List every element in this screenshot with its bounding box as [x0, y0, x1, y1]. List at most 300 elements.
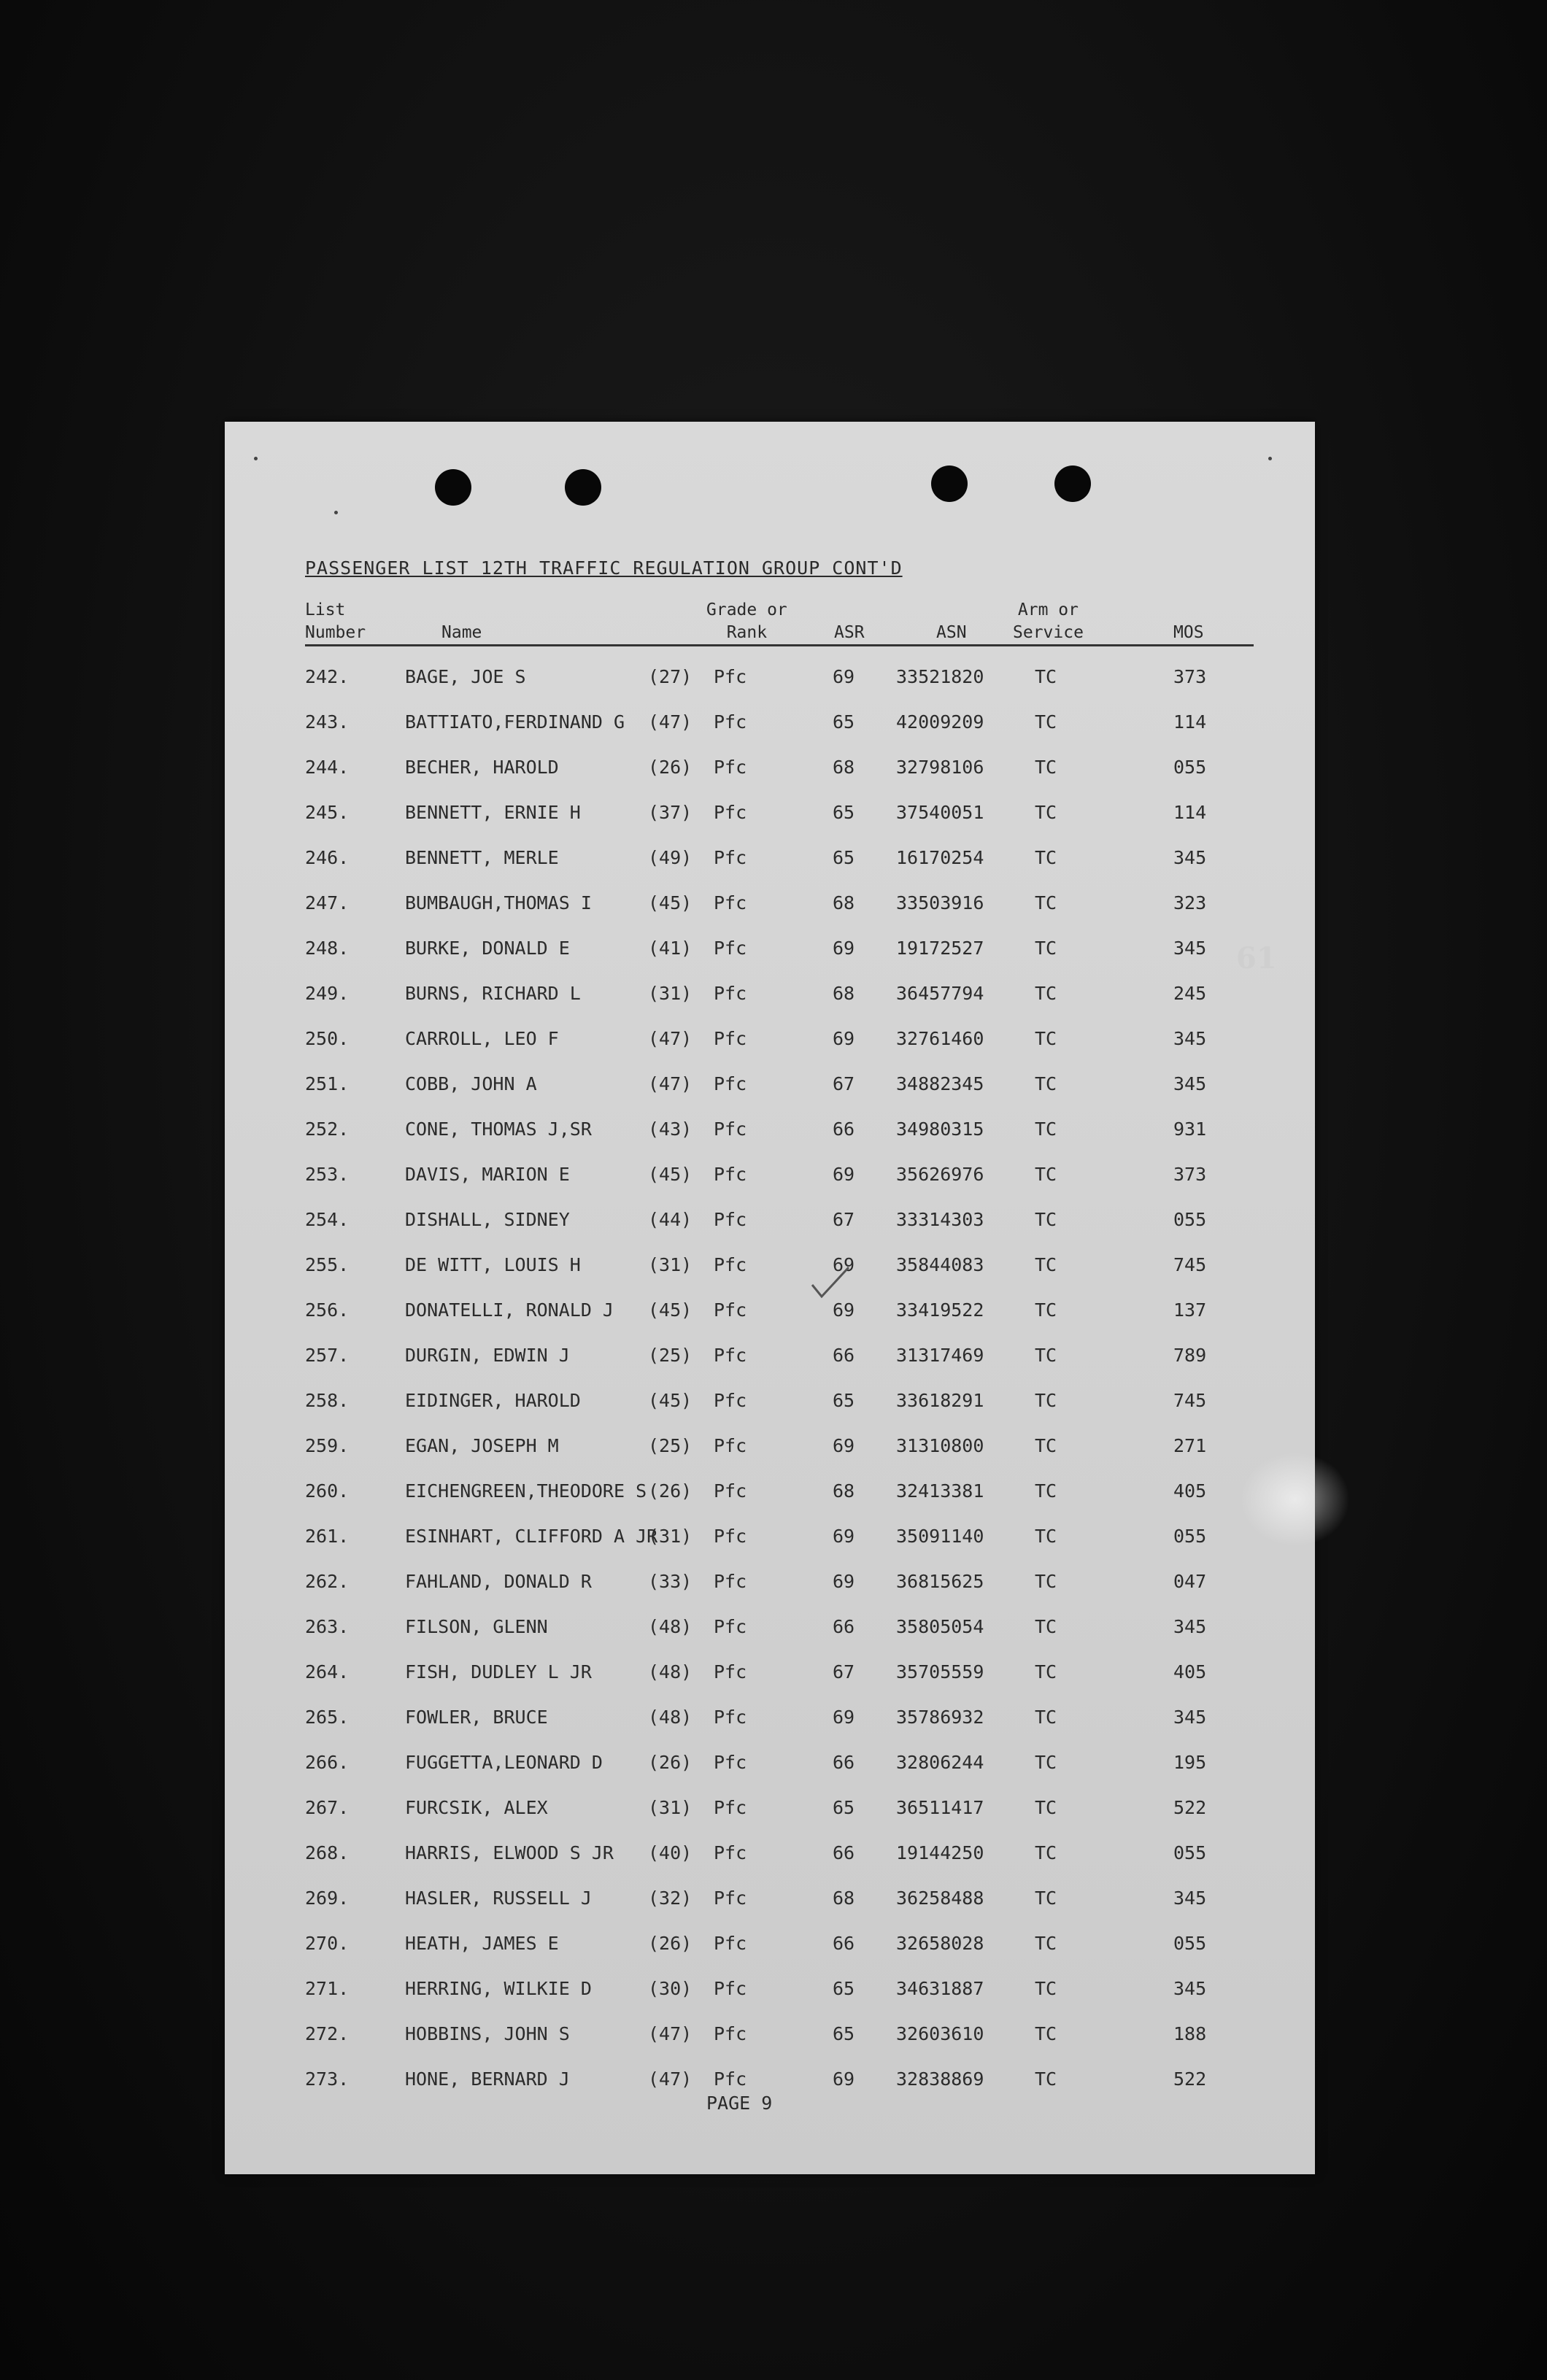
asr-score: 65 [833, 711, 855, 733]
passenger-age: (26) [648, 1933, 693, 1954]
table-row [225, 1842, 1315, 1888]
asr-score: 66 [833, 1345, 855, 1366]
army-serial-number: 19172527 [896, 938, 984, 959]
mos-code: 373 [1173, 1164, 1207, 1185]
army-serial-number: 35705559 [896, 1661, 984, 1682]
table-row [225, 1571, 1315, 1616]
army-serial-number: 36457794 [896, 983, 984, 1004]
arm-service: TC [1035, 757, 1057, 778]
mos-code: 345 [1173, 847, 1207, 868]
army-serial-number: 32658028 [896, 1933, 984, 1954]
table-row [225, 847, 1315, 892]
grade-rank: Pfc [714, 1661, 747, 1682]
arm-service: TC [1035, 1616, 1057, 1637]
mos-code: 745 [1173, 1390, 1207, 1411]
document-sheet [225, 422, 1315, 2174]
arm-service: TC [1035, 1028, 1057, 1049]
asr-score: 68 [833, 892, 855, 913]
arm-service: TC [1035, 1571, 1057, 1592]
army-serial-number: 32838869 [896, 2068, 984, 2090]
list-number: 262. [305, 1571, 350, 1592]
list-number: 242. [305, 666, 350, 687]
mos-code: 522 [1173, 2068, 1207, 2090]
army-serial-number: 42009209 [896, 711, 984, 733]
passenger-name: BENNETT, ERNIE H [405, 802, 581, 823]
asr-score: 69 [833, 1435, 855, 1456]
arm-service: TC [1035, 1752, 1057, 1773]
list-number: 265. [305, 1707, 350, 1728]
passenger-name: FURCSIK, ALEX [405, 1797, 548, 1818]
mos-code: 345 [1173, 1616, 1207, 1637]
mos-code: 745 [1173, 1254, 1207, 1275]
passenger-name: DURGIN, EDWIN J [405, 1345, 570, 1366]
list-number: 243. [305, 711, 350, 733]
asr-score: 66 [833, 1752, 855, 1773]
list-number: 273. [305, 2068, 350, 2090]
passenger-age: (26) [648, 1480, 693, 1502]
table-row [225, 1978, 1315, 2023]
passenger-name: HASLER, RUSSELL J [405, 1888, 592, 1909]
arm-service: TC [1035, 847, 1057, 868]
grade-rank: Pfc [714, 1164, 747, 1185]
list-number: 259. [305, 1435, 350, 1456]
army-serial-number: 31310800 [896, 1435, 984, 1456]
asr-score: 68 [833, 757, 855, 778]
list-number: 264. [305, 1661, 350, 1682]
arm-service: TC [1035, 938, 1057, 959]
list-number: 246. [305, 847, 350, 868]
grade-rank: Pfc [714, 1480, 747, 1502]
arm-service: TC [1035, 1390, 1057, 1411]
grade-rank: Pfc [714, 1978, 747, 1999]
grade-rank: Pfc [714, 1073, 747, 1094]
passenger-age: (27) [648, 666, 693, 687]
grade-rank: Pfc [714, 1752, 747, 1773]
mos-code: 055 [1173, 1842, 1207, 1863]
list-number: 248. [305, 938, 350, 959]
table-row [225, 1390, 1315, 1435]
asr-score: 69 [833, 1164, 855, 1185]
header-asr: ASR [834, 623, 865, 642]
list-number: 263. [305, 1616, 350, 1637]
grade-rank: Pfc [714, 1571, 747, 1592]
asr-score: 69 [833, 938, 855, 959]
asr-score: 65 [833, 847, 855, 868]
army-serial-number: 33521820 [896, 666, 984, 687]
arm-service: TC [1035, 666, 1057, 687]
page-title: PASSENGER LIST 12TH TRAFFIC REGULATION GROUP CONT'D [305, 557, 903, 579]
grade-rank: Pfc [714, 1888, 747, 1909]
list-number: 270. [305, 1933, 350, 1954]
arm-service: TC [1035, 892, 1057, 913]
passenger-age: (26) [648, 1752, 693, 1773]
asr-score: 68 [833, 1480, 855, 1502]
arm-service: TC [1035, 1254, 1057, 1275]
asr-score: 66 [833, 1933, 855, 1954]
checkmark-icon [809, 1264, 852, 1301]
asr-score: 68 [833, 983, 855, 1004]
asr-score: 69 [833, 666, 855, 687]
passenger-age: (33) [648, 1571, 693, 1592]
passenger-name: HONE, BERNARD J [405, 2068, 570, 2090]
passenger-name: BATTIATO,FERDINAND G [405, 711, 625, 733]
passenger-name: FAHLAND, DONALD R [405, 1571, 592, 1592]
paper-speck [1268, 457, 1272, 460]
passenger-age: (25) [648, 1345, 693, 1366]
arm-service: TC [1035, 1118, 1057, 1140]
grade-rank: Pfc [714, 1933, 747, 1954]
passenger-age: (45) [648, 892, 693, 913]
arm-service: TC [1035, 1933, 1057, 1954]
asr-score: 67 [833, 1073, 855, 1094]
passenger-age: (31) [648, 983, 693, 1004]
army-serial-number: 34631887 [896, 1978, 984, 1999]
passenger-name: CONE, THOMAS J,SR [405, 1118, 592, 1140]
page-number: PAGE 9 [706, 2093, 773, 2114]
mos-code: 345 [1173, 938, 1207, 959]
mos-code: 789 [1173, 1345, 1207, 1366]
passenger-name: BECHER, HAROLD [405, 757, 559, 778]
asr-score: 66 [833, 1842, 855, 1863]
header-asn: ASN [936, 623, 967, 642]
header-name: Name [441, 623, 482, 642]
army-serial-number: 35844083 [896, 1254, 984, 1275]
army-serial-number: 32603610 [896, 2023, 984, 2044]
header-list-number: List Number [305, 600, 366, 642]
army-serial-number: 16170254 [896, 847, 984, 868]
table-row [225, 1752, 1315, 1797]
passenger-table [225, 666, 1315, 2114]
header-grade: Grade or Rank [706, 600, 787, 642]
mos-code: 323 [1173, 892, 1207, 913]
grade-rank: Pfc [714, 666, 747, 687]
list-number: 261. [305, 1526, 350, 1547]
asr-score: 67 [833, 1661, 855, 1682]
passenger-age: (40) [648, 1842, 693, 1863]
passenger-age: (47) [648, 1073, 693, 1094]
passenger-age: (31) [648, 1797, 693, 1818]
asr-score: 69 [833, 1707, 855, 1728]
mos-code: 405 [1173, 1480, 1207, 1502]
list-number: 257. [305, 1345, 350, 1366]
table-row [225, 938, 1315, 983]
passenger-name: DISHALL, SIDNEY [405, 1209, 570, 1230]
asr-score: 65 [833, 1797, 855, 1818]
army-serial-number: 36815625 [896, 1571, 984, 1592]
table-row [225, 1526, 1315, 1571]
table-row [225, 1480, 1315, 1526]
passenger-name: HERRING, WILKIE D [405, 1978, 592, 1999]
asr-score: 69 [833, 1254, 855, 1275]
punch-hole [1054, 465, 1091, 502]
mos-code: 345 [1173, 1978, 1207, 1999]
list-number: 251. [305, 1073, 350, 1094]
paper-speck [334, 511, 338, 514]
passenger-name: FILSON, GLENN [405, 1616, 548, 1637]
army-serial-number: 36258488 [896, 1888, 984, 1909]
grade-rank: Pfc [714, 1345, 747, 1366]
passenger-age: (43) [648, 1118, 693, 1140]
passenger-age: (25) [648, 1435, 693, 1456]
passenger-age: (44) [648, 1209, 693, 1230]
list-number: 268. [305, 1842, 350, 1863]
grade-rank: Pfc [714, 1526, 747, 1547]
mos-code: 345 [1173, 1707, 1207, 1728]
table-row [225, 711, 1315, 757]
list-number: 272. [305, 2023, 350, 2044]
mos-code: 345 [1173, 1028, 1207, 1049]
army-serial-number: 35786932 [896, 1707, 984, 1728]
grade-rank: Pfc [714, 847, 747, 868]
army-serial-number: 33503916 [896, 892, 984, 913]
table-row [225, 2023, 1315, 2068]
table-row [225, 1933, 1315, 1978]
list-number: 252. [305, 1118, 350, 1140]
arm-service: TC [1035, 1707, 1057, 1728]
army-serial-number: 32798106 [896, 757, 984, 778]
passenger-name: COBB, JOHN A [405, 1073, 537, 1094]
grade-rank: Pfc [714, 1209, 747, 1230]
army-serial-number: 37540051 [896, 802, 984, 823]
passenger-name: ESINHART, CLIFFORD A JR [405, 1526, 658, 1547]
mos-code: 055 [1173, 1526, 1207, 1547]
grade-rank: Pfc [714, 711, 747, 733]
asr-score: 65 [833, 802, 855, 823]
table-row [225, 1661, 1315, 1707]
list-number: 250. [305, 1028, 350, 1049]
list-number: 271. [305, 1978, 350, 1999]
arm-service: TC [1035, 1888, 1057, 1909]
table-row [225, 757, 1315, 802]
grade-rank: Pfc [714, 2023, 747, 2044]
arm-service: TC [1035, 1299, 1057, 1321]
table-row [225, 1435, 1315, 1480]
header-arm: Arm or Service [1013, 600, 1084, 642]
list-number: 258. [305, 1390, 350, 1411]
list-number: 249. [305, 983, 350, 1004]
army-serial-number: 33618291 [896, 1390, 984, 1411]
arm-service: TC [1035, 1797, 1057, 1818]
passenger-age: (47) [648, 2023, 693, 2044]
army-serial-number: 32761460 [896, 1028, 984, 1049]
grade-rank: Pfc [714, 1842, 747, 1863]
mos-code: 055 [1173, 1933, 1207, 1954]
passenger-age: (47) [648, 711, 693, 733]
mos-code: 345 [1173, 1073, 1207, 1094]
passenger-age: (31) [648, 1526, 693, 1547]
table-row [225, 1299, 1315, 1345]
arm-service: TC [1035, 1661, 1057, 1682]
mos-code: 271 [1173, 1435, 1207, 1456]
passenger-age: (32) [648, 1888, 693, 1909]
passenger-age: (49) [648, 847, 693, 868]
passenger-name: BURKE, DONALD E [405, 938, 570, 959]
asr-score: 69 [833, 1571, 855, 1592]
arm-service: TC [1035, 1435, 1057, 1456]
grade-rank: Pfc [714, 1797, 747, 1818]
list-number: 245. [305, 802, 350, 823]
list-number: 244. [305, 757, 350, 778]
asr-score: 67 [833, 1209, 855, 1230]
passenger-age: (48) [648, 1707, 693, 1728]
table-row [225, 666, 1315, 711]
table-row [225, 802, 1315, 847]
arm-service: TC [1035, 1209, 1057, 1230]
asr-score: 69 [833, 1028, 855, 1049]
mos-code: 931 [1173, 1118, 1207, 1140]
grade-rank: Pfc [714, 1299, 747, 1321]
header-rule [305, 644, 1254, 646]
army-serial-number: 35091140 [896, 1526, 984, 1547]
passenger-name: HOBBINS, JOHN S [405, 2023, 570, 2044]
grade-rank: Pfc [714, 1254, 747, 1275]
arm-service: TC [1035, 1164, 1057, 1185]
punch-hole [435, 469, 471, 506]
table-row [225, 1888, 1315, 1933]
mos-code: 055 [1173, 757, 1207, 778]
header-mos: MOS [1173, 623, 1204, 642]
army-serial-number: 35805054 [896, 1616, 984, 1637]
passenger-age: (48) [648, 1616, 693, 1637]
grade-rank: Pfc [714, 1616, 747, 1637]
table-row [225, 1254, 1315, 1299]
table-row [225, 1028, 1315, 1073]
army-serial-number: 31317469 [896, 1345, 984, 1366]
passenger-age: (47) [648, 2068, 693, 2090]
list-number: 247. [305, 892, 350, 913]
asr-score: 66 [833, 1118, 855, 1140]
table-row [225, 1707, 1315, 1752]
passenger-name: HEATH, JAMES E [405, 1933, 559, 1954]
army-serial-number: 33314303 [896, 1209, 984, 1230]
mos-code: 188 [1173, 2023, 1207, 2044]
table-row [225, 1797, 1315, 1842]
passenger-age: (37) [648, 802, 693, 823]
passenger-name: EICHENGREEN,THEODORE S [405, 1480, 647, 1502]
army-serial-number: 19144250 [896, 1842, 984, 1863]
passenger-age: (48) [648, 1661, 693, 1682]
list-number: 269. [305, 1888, 350, 1909]
grade-rank: Pfc [714, 1118, 747, 1140]
passenger-name: BURNS, RICHARD L [405, 983, 581, 1004]
mos-code: 195 [1173, 1752, 1207, 1773]
grade-rank: Pfc [714, 983, 747, 1004]
grade-rank: Pfc [714, 2068, 747, 2090]
table-row [225, 892, 1315, 938]
mos-code: 345 [1173, 1888, 1207, 1909]
arm-service: TC [1035, 2023, 1057, 2044]
asr-score: 66 [833, 1616, 855, 1637]
mos-code: 522 [1173, 1797, 1207, 1818]
arm-service: TC [1035, 711, 1057, 733]
list-number: 266. [305, 1752, 350, 1773]
mos-code: 373 [1173, 666, 1207, 687]
grade-rank: Pfc [714, 757, 747, 778]
army-serial-number: 34882345 [896, 1073, 984, 1094]
table-row [225, 1345, 1315, 1390]
table-row [225, 983, 1315, 1028]
army-serial-number: 35626976 [896, 1164, 984, 1185]
passenger-name: EGAN, JOSEPH M [405, 1435, 559, 1456]
paper-speck [254, 457, 258, 460]
arm-service: TC [1035, 1978, 1057, 1999]
arm-service: TC [1035, 1842, 1057, 1863]
passenger-age: (45) [648, 1299, 693, 1321]
asr-score: 68 [833, 1888, 855, 1909]
table-row [225, 1209, 1315, 1254]
list-number: 267. [305, 1797, 350, 1818]
punch-hole [565, 469, 601, 506]
passenger-age: (31) [648, 1254, 693, 1275]
grade-rank: Pfc [714, 1435, 747, 1456]
light-glare [1241, 1452, 1350, 1547]
mos-code: 114 [1173, 802, 1207, 823]
table-row [225, 1616, 1315, 1661]
passenger-name: DE WITT, LOUIS H [405, 1254, 581, 1275]
grade-rank: Pfc [714, 802, 747, 823]
passenger-name: DAVIS, MARION E [405, 1164, 570, 1185]
passenger-age: (45) [648, 1164, 693, 1185]
asr-score: 69 [833, 2068, 855, 2090]
passenger-name: FUGGETTA,LEONARD D [405, 1752, 603, 1773]
passenger-name: FOWLER, BRUCE [405, 1707, 548, 1728]
passenger-name: EIDINGER, HAROLD [405, 1390, 581, 1411]
passenger-name: HARRIS, ELWOOD S JR [405, 1842, 614, 1863]
margin-page-number: 61 [1236, 941, 1277, 975]
grade-rank: Pfc [714, 1390, 747, 1411]
asr-score: 69 [833, 1526, 855, 1547]
mos-code: 137 [1173, 1299, 1207, 1321]
grade-rank: Pfc [714, 892, 747, 913]
table-row [225, 1164, 1315, 1209]
mos-code: 055 [1173, 1209, 1207, 1230]
passenger-age: (47) [648, 1028, 693, 1049]
passenger-name: CARROLL, LEO F [405, 1028, 559, 1049]
army-serial-number: 36511417 [896, 1797, 984, 1818]
list-number: 254. [305, 1209, 350, 1230]
passenger-name: FISH, DUDLEY L JR [405, 1661, 592, 1682]
table-row [225, 1073, 1315, 1118]
mos-code: 405 [1173, 1661, 1207, 1682]
table-row [225, 1118, 1315, 1164]
arm-service: TC [1035, 1526, 1057, 1547]
passenger-name: BAGE, JOE S [405, 666, 526, 687]
army-serial-number: 32806244 [896, 1752, 984, 1773]
passenger-name: DONATELLI, RONALD J [405, 1299, 614, 1321]
asr-score: 65 [833, 1390, 855, 1411]
grade-rank: Pfc [714, 938, 747, 959]
asr-score: 65 [833, 2023, 855, 2044]
grade-rank: Pfc [714, 1707, 747, 1728]
passenger-age: (41) [648, 938, 693, 959]
list-number: 256. [305, 1299, 350, 1321]
mos-code: 114 [1173, 711, 1207, 733]
arm-service: TC [1035, 1073, 1057, 1094]
arm-service: TC [1035, 983, 1057, 1004]
list-number: 253. [305, 1164, 350, 1185]
punch-hole [931, 465, 968, 502]
passenger-age: (30) [648, 1978, 693, 1999]
passenger-age: (26) [648, 757, 693, 778]
mos-code: 047 [1173, 1571, 1207, 1592]
asr-score: 69 [833, 1299, 855, 1321]
passenger-name: BUMBAUGH,THOMAS I [405, 892, 592, 913]
army-serial-number: 34980315 [896, 1118, 984, 1140]
army-serial-number: 32413381 [896, 1480, 984, 1502]
arm-service: TC [1035, 2068, 1057, 2090]
passenger-age: (45) [648, 1390, 693, 1411]
mos-code: 245 [1173, 983, 1207, 1004]
